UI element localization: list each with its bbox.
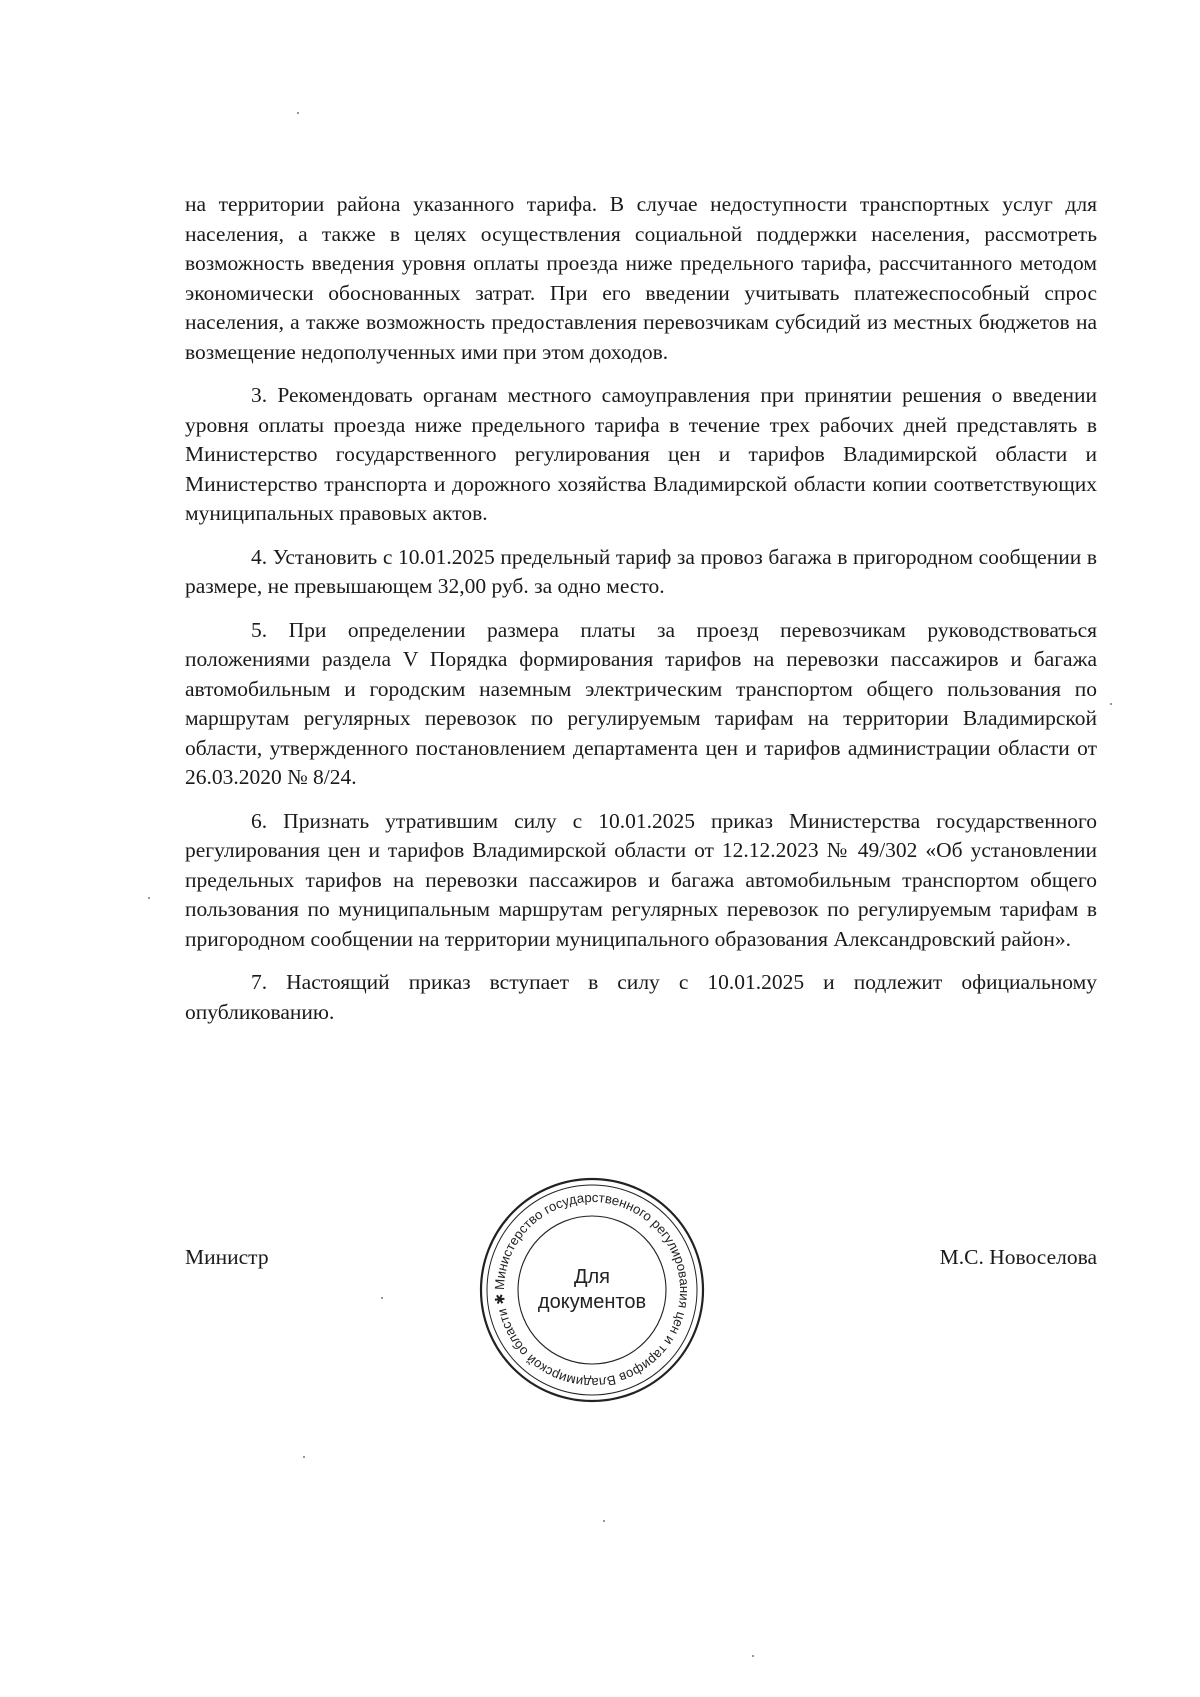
scan-speck (381, 1297, 383, 1299)
paragraph-item-7: 7. Настоящий приказ вступает в силу с 10.01.2025 и подлежит официальному опубликованию. (185, 970, 1097, 1024)
scan-speck (297, 112, 299, 114)
paragraph-item-5: 5. При определении размера платы за проезд перевозчикам руководствоваться положениями раздела V Порядка формирования тарифов на перевозки пассажиров и багажа автомобильным и городским наземным электрическим транспортом общего пользования по маршрутам регулярных перевозок по регулируемым тарифам на территории Владимирской области, утвержденного постановлением департамента цен и тарифов администрации области от 26.03.2020 № 8/24. (185, 617, 1097, 789)
paragraph-continuation: на территории района указанного тарифа. В случае недоступности транспортных услуг для населения, а также в целях осуществления социальной поддержки населения, рассмотреть возможность введения уровня оплаты проезда ниже предельного тарифа, рассчитанного методом экономически обоснованных затрат. При его введении учитывать платежеспособный спрос населения, а также возможность предоставления перевозчикам субсидий из местных бюджетов на возмещение недополученных ими при этом доходов. (185, 192, 1097, 364)
stamp-ring-text: Министерство государственного регулирования цен и тарифов Владимирской области ✱ (491, 1189, 693, 1391)
paragraph-item-3: 3. Рекомендовать органам местного самоуправления при принятии решения о введении уровня оплаты проезда ниже предельного тарифа в течение трех рабочих дней представлять в Министерство государственного регулирования цен и тарифов Владимирской области и Министерство транспорта и дорожного хозяйства Владимирской области копии соответствующих муниципальных правовых актов. (185, 383, 1097, 525)
stamp-center-line-2: документов (537, 1291, 647, 1313)
paragraph-item-4: 4. Установить с 10.01.2025 предельный тариф за провоз багажа в пригородном сообщении в размере, не превышающем 32,00 руб. за одно место. (185, 544, 1097, 598)
scan-speck (148, 897, 150, 899)
signatory-name: М.С. Новоселова (939, 1245, 1097, 1269)
stamp-center-line-1: Для (573, 1266, 611, 1288)
paragraph-item-6: 6. Признать утратившим силу с 10.01.2025 приказ Министерства государственного регулирования цен и тарифов Владимирской области от 12.12.2023 № 49/302 «Об установлении предельных тарифов на перевозки пассажиров и багажа автомобильным транспортом общего пользования по муниципальным маршрутам регулярных перевозок по регулируемым тарифам в пригородном сообщении на территории муниципального образования Александровский район». (185, 808, 1097, 951)
scan-speck (603, 1520, 605, 1522)
signatory-role: Министр (185, 1245, 269, 1269)
stamp-center-ring (518, 1216, 666, 1364)
official-stamp (477, 1175, 707, 1405)
scan-speck (303, 1456, 305, 1458)
stamp-outer-ring (481, 1179, 703, 1401)
document-body (185, 190, 1097, 1041)
scan-speck (752, 1655, 754, 1657)
scan-speck (1110, 703, 1112, 705)
